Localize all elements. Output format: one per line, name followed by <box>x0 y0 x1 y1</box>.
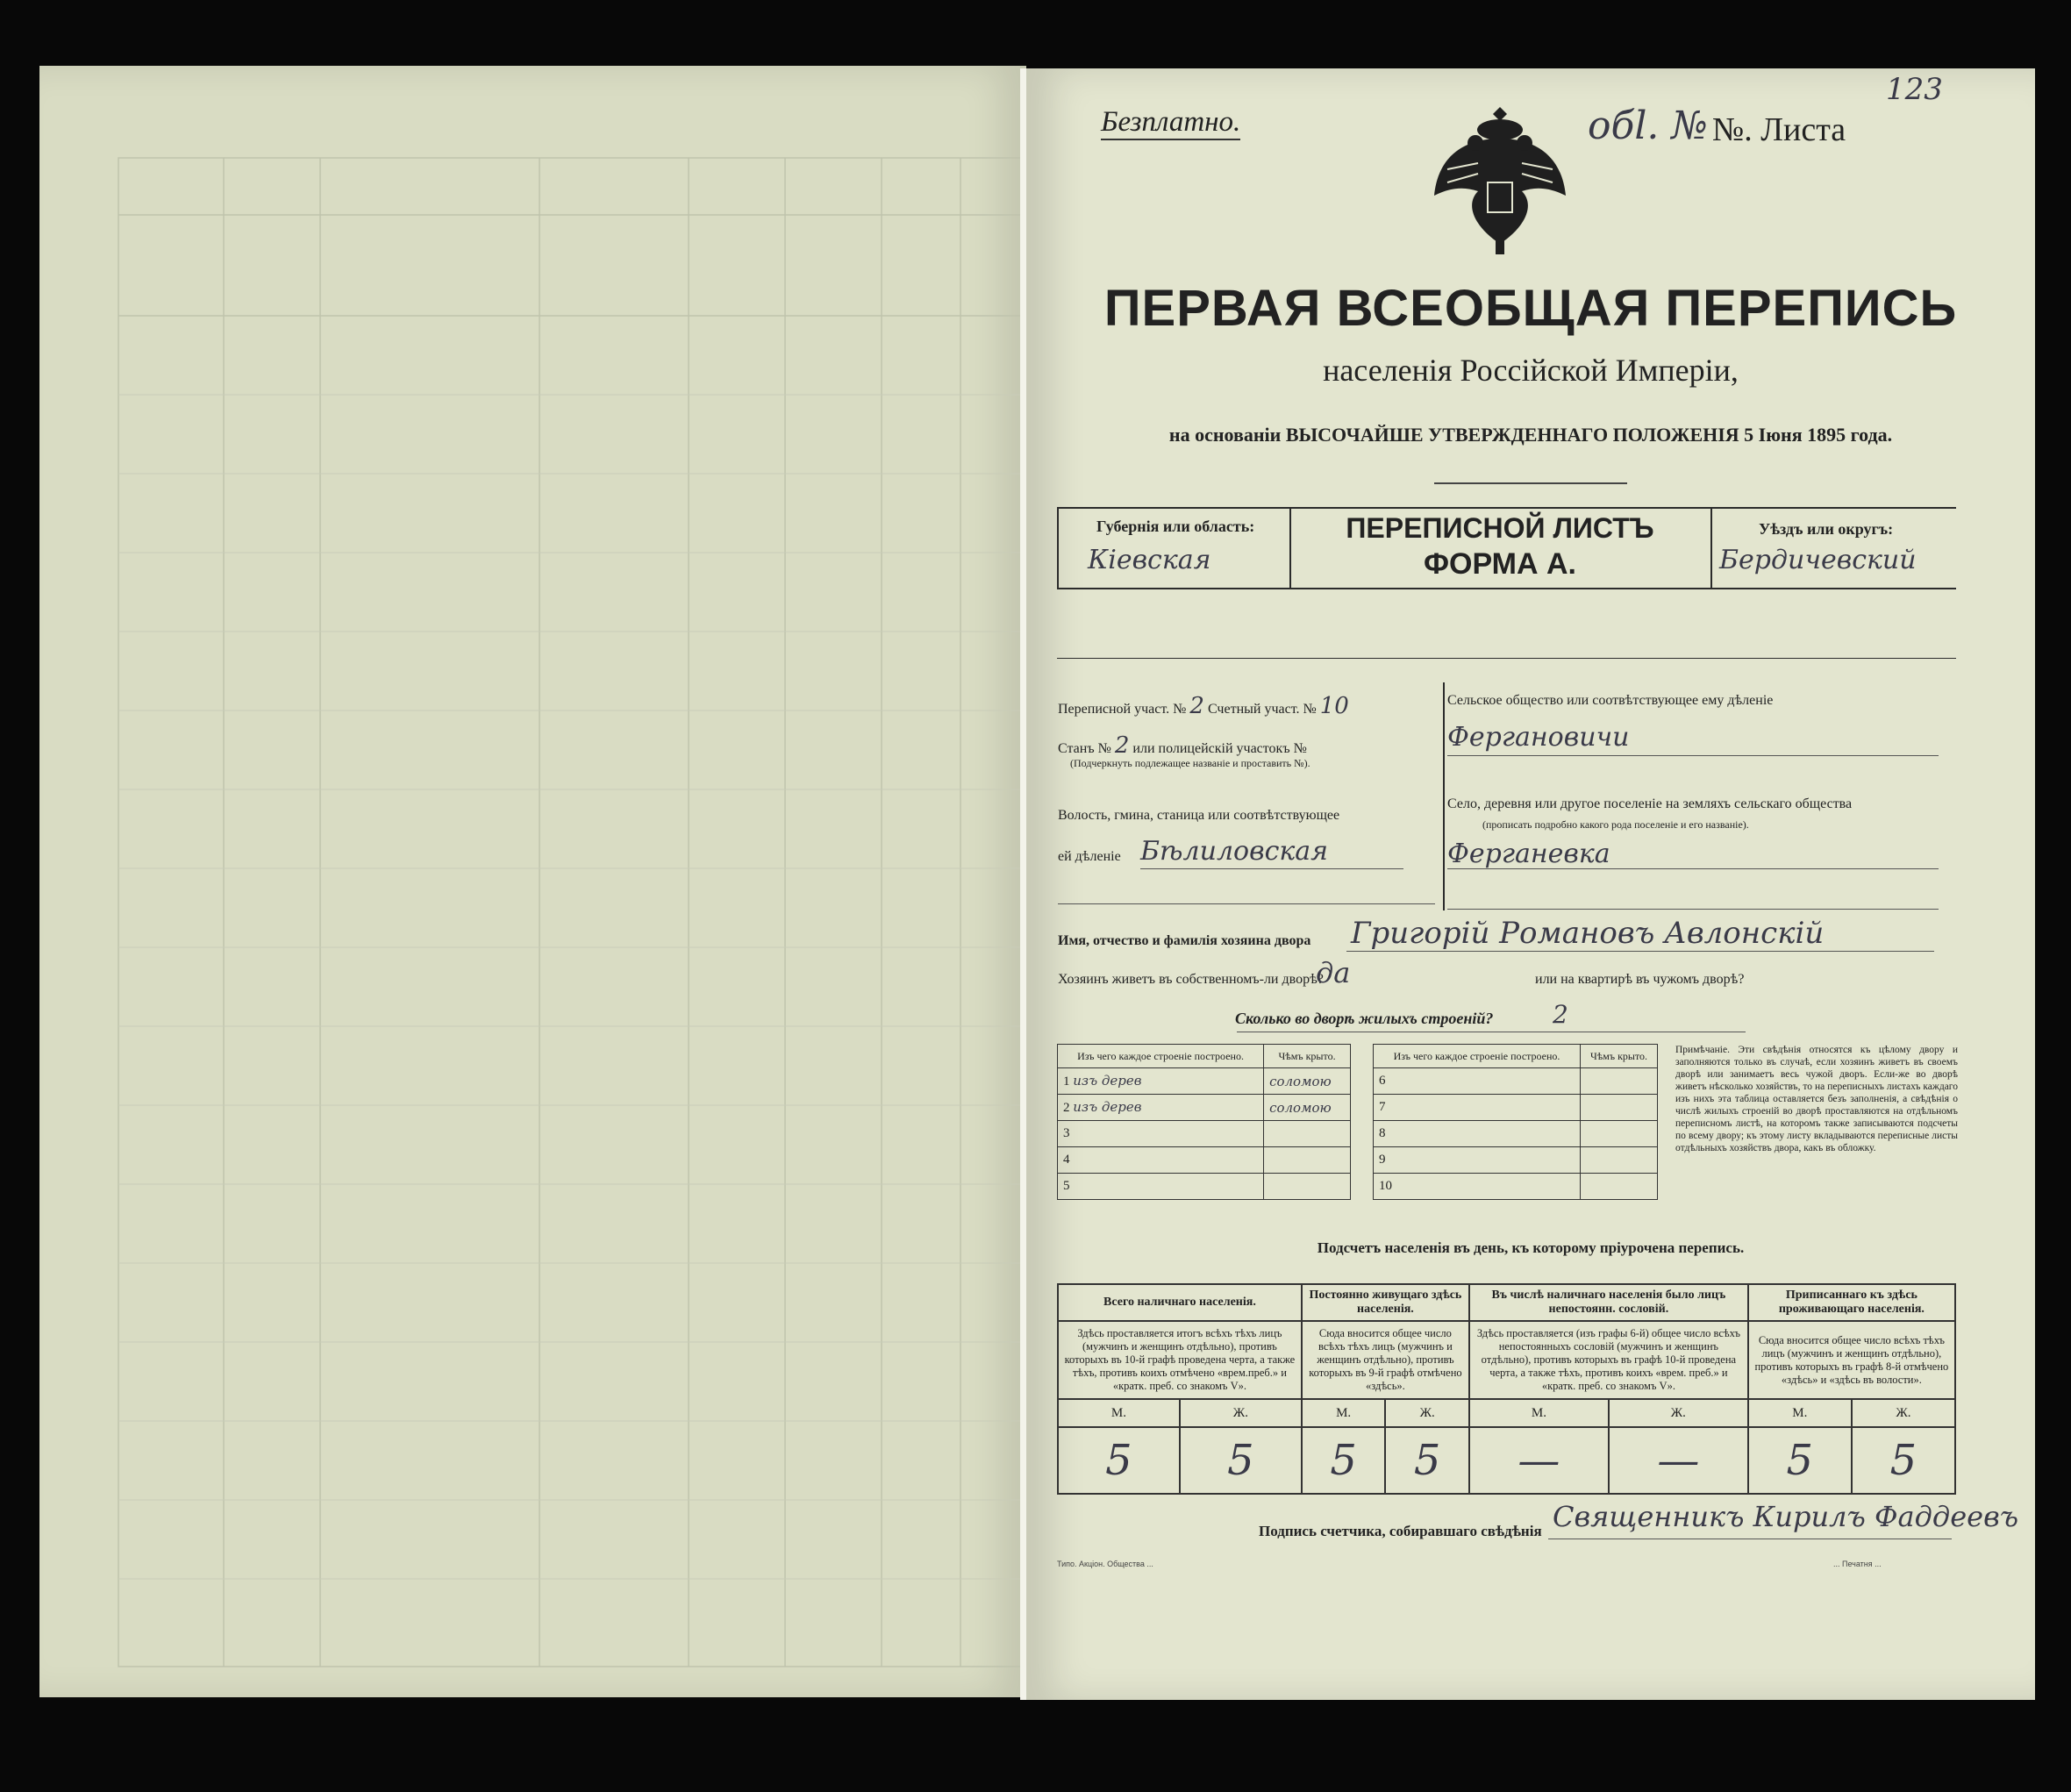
row-number: 10 <box>1374 1174 1581 1200</box>
male-header: М. <box>1302 1399 1386 1427</box>
row-number: 3 <box>1058 1121 1264 1147</box>
buildings-row <box>1058 1095 1351 1121</box>
gubernia-value: Кiевская <box>1088 545 1211 575</box>
col-total-title: Всего наличнаго населенія. <box>1058 1284 1302 1321</box>
form-subtitle: населенія Россійской Имперіи, <box>1323 353 1739 388</box>
female-header: Ж. <box>1609 1399 1748 1427</box>
sheet-title: ПЕРЕПИСНОЙ ЛИСТЪ <box>1346 512 1654 544</box>
female-header: Ж. <box>1852 1399 1955 1427</box>
count-district-value: 10 <box>1319 693 1349 719</box>
count-district-label: Счетный участ. № <box>1207 702 1317 717</box>
stan-note: (Подчеркнуть подлежащее названіе и проставить №). <box>1070 757 1310 769</box>
total-female-value: 5 <box>1180 1427 1302 1494</box>
building-material: изъ дерев <box>1073 1073 1142 1089</box>
col-registered-desc: Сюда вносится общее число всѣхъ тѣхъ лицъ (мужчинъ и женщинъ отдѣльно), противъ которыхъ въ графѣ 8-й отмѣчено «здѣсь» и «здѣсь въ волости». <box>1748 1321 1955 1399</box>
col-nonpermanent-title: Въ числѣ наличнаго населенія было лицъ непостоянн. сословій. <box>1469 1284 1748 1321</box>
buildings-row <box>1058 1068 1351 1095</box>
printer-imprint-right: ... Печатня ... <box>1833 1560 1882 1568</box>
village-note: (прописать подробно какого рода поселеніе и его названіе). <box>1482 818 1749 831</box>
male-header: М. <box>1058 1399 1180 1427</box>
buildings-row <box>1374 1068 1658 1095</box>
sheet-number-label: №. Листа <box>1712 111 1846 148</box>
buildings-row <box>1058 1147 1351 1174</box>
rural-society-underline <box>1447 755 1939 756</box>
building-roof: соломою <box>1264 1095 1351 1121</box>
female-header: Ж. <box>1180 1399 1302 1427</box>
row-number: 4 <box>1058 1147 1264 1174</box>
own-house-label: Хозяинъ живетъ въ собственномъ-ли дворѣ? <box>1058 972 1324 987</box>
rented-label: или на квартирѣ въ чужомъ дворѣ? <box>1535 972 1745 987</box>
buildings-row <box>1374 1147 1658 1174</box>
header-box-left <box>1057 507 1059 588</box>
building-material: изъ дерев <box>1073 1099 1142 1115</box>
owner-underline <box>1346 951 1934 952</box>
registered-male-value: 5 <box>1748 1427 1852 1494</box>
nonpermanent-male-value: — <box>1469 1427 1609 1494</box>
rural-society-label: Сельское общество или соотвѣтствующее ему дѣленіе <box>1447 693 1774 708</box>
volost-value: Бѣлиловская <box>1140 836 1329 867</box>
registered-female-value: 5 <box>1852 1427 1955 1494</box>
population-heading: Подсчетъ населенія въ день, къ которому пріурочена перепись. <box>1317 1239 1745 1256</box>
col-permanent-desc: Сюда вносится общее число всѣхъ тѣхъ лицъ (мужчинъ и женщинъ отдѣльно), противъ которыхъ въ 9-й графѣ отмѣчено «здѣсь». <box>1302 1321 1469 1399</box>
buildings-table-right <box>1373 1044 1658 1200</box>
row-number: 6 <box>1374 1068 1581 1095</box>
buildings-col-roof-header-2: Чѣмъ крыто. <box>1581 1045 1658 1068</box>
fields-top-rule <box>1057 658 1956 659</box>
sheet-number-handwritten: обl. № <box>1588 104 1709 148</box>
row-number: 2 <box>1063 1101 1070 1115</box>
buildings-col-roof-header: Чѣмъ крыто. <box>1264 1045 1351 1068</box>
owner-label: Имя, отчество и фамилія хозяина двора <box>1058 933 1311 948</box>
col-registered-title: Приписаннаго къ здѣсь проживающаго населенія. <box>1748 1284 1955 1321</box>
total-male-value: 5 <box>1058 1427 1180 1494</box>
row-number: 1 <box>1063 1074 1070 1089</box>
female-header: Ж. <box>1385 1399 1469 1427</box>
row-number: 9 <box>1374 1147 1581 1174</box>
buildings-row <box>1374 1174 1658 1200</box>
stan-label: Станъ № <box>1058 741 1111 756</box>
buildings-note: Примѣчаніе. Эти свѣдѣнія относятся къ цѣлому двору и заполняются только въ случаѣ, если хозяинъ живетъ въ своемъ дворѣ или занимаетъ весь чужой дворъ. Если-же во дворѣ живетъ нѣсколько хозяйствъ, то на переписныхъ листахъ каждаго изъ нихъ эта таблица оставляется безъ заполненія, а свѣдѣнія о числѣ жилыхъ строеній во дворѣ проставляются на отдѣльномъ переписномъ листѣ, на которомъ также записываются подсчеты по всему двору; къ этому листу вкладываются переписные листы отдѣльныхъ хозяйствъ двора, какъ въ обложку. <box>1675 1045 1958 1153</box>
buildings-col-material-header: Изъ чего каждое строеніе построено. <box>1058 1045 1264 1068</box>
volost-label-2: ей дѣленіе <box>1058 849 1121 864</box>
census-form-page <box>1026 68 2035 1700</box>
buildings-col-material-header-2: Изъ чего каждое строеніе построено. <box>1374 1045 1581 1068</box>
buildings-row <box>1374 1121 1658 1147</box>
village-label: Село, деревня или другое поселеніе на земляхъ сельскаго общества <box>1447 796 1853 811</box>
uezd-value: Бердичевский <box>1719 545 1917 575</box>
row-number: 5 <box>1058 1174 1264 1200</box>
village-underline <box>1447 868 1939 869</box>
col-total-desc: Здѣсь проставляется итогъ всѣхъ тѣхъ лицъ (мужчинъ и женщинъ отдѣльно), противъ которыхъ въ 10-й графѣ проведена черта, а также тѣхъ, противъ коихъ отмѣчено «врем.преб.» и «кратк. преб. со знакомъ V». <box>1058 1321 1302 1399</box>
permanent-male-value: 5 <box>1302 1427 1386 1494</box>
form-basis-text: на основаніи ВЫСОЧАЙШЕ УТВЕРЖДЕННАГО ПОЛОЖЕНІЯ 5 Іюня 1895 года. <box>1168 424 1893 446</box>
owner-value: Григорій Романовъ Авлонскій <box>1351 916 1825 951</box>
col-permanent-title: Постоянно живущаго здѣсь населенія. <box>1302 1284 1469 1321</box>
own-house-value: да <box>1316 956 1351 989</box>
signature-label: Подпись счетчика, собиравшаго свѣдѣнія <box>1259 1523 1542 1539</box>
male-header: М. <box>1469 1399 1609 1427</box>
row-number: 8 <box>1374 1121 1581 1147</box>
uezd-label: Уѣздъ или округъ: <box>1759 520 1894 538</box>
buildings-row <box>1374 1095 1658 1121</box>
ornament-divider <box>1434 482 1627 484</box>
fields-divider <box>1443 682 1445 910</box>
form-main-title: ПЕРВАЯ ВСЕОБЩАЯ ПЕРЕПИСЬ <box>1103 280 1958 337</box>
village-bottom-line <box>1447 909 1939 910</box>
building-roof: соломою <box>1264 1068 1351 1095</box>
buildings-label: Сколько во дворѣ жилыхъ строеній? <box>1235 1010 1494 1027</box>
buildings-row <box>1058 1174 1351 1200</box>
signature-value: Священникъ Кирилъ Фаддеевъ <box>1553 1500 2019 1533</box>
volost-bottom-line <box>1058 903 1435 904</box>
police-district-label: или полицейскій участокъ № <box>1132 741 1307 756</box>
free-label: Безплатно. <box>1101 105 1240 140</box>
page-number: 123 <box>1886 72 1943 107</box>
header-box-bottom <box>1057 588 1956 589</box>
buildings-table-left <box>1057 1044 1351 1200</box>
imperial-eagle-emblem <box>1430 104 1570 257</box>
volost-underline <box>1140 868 1403 869</box>
permanent-female-value: 5 <box>1385 1427 1469 1494</box>
rural-society-value: Фергановичи <box>1447 722 1630 753</box>
form-name: ФОРМА А. <box>1423 547 1577 581</box>
nonpermanent-female-value: — <box>1609 1427 1748 1494</box>
faint-grid <box>39 66 1026 1697</box>
row-number: 7 <box>1374 1095 1581 1121</box>
gubernia-label: Губернія или область: <box>1096 518 1255 535</box>
col-nonpermanent-desc: Здѣсь проставляется (изъ графы 6-й) общее число всѣхъ непостоянныхъ сословій (мужчинъ и женщинъ отдѣльно), противъ которыхъ въ графѣ 10-й проведена черта, а также тѣхъ, противъ коихъ «врем. преб.» и «кратк. преб. со знакомъ V». <box>1469 1321 1748 1399</box>
header-box-top <box>1057 507 1956 509</box>
census-district-label: Переписной участ. № <box>1058 702 1187 717</box>
population-table <box>1057 1283 1956 1495</box>
male-header: М. <box>1748 1399 1852 1427</box>
printer-imprint-left: Типо. Акціон. Общества ... <box>1057 1560 1153 1568</box>
header-box-divider-2 <box>1710 507 1712 588</box>
buildings-row <box>1058 1121 1351 1147</box>
census-district-value: 2 <box>1189 693 1204 719</box>
buildings-value: 2 <box>1553 1000 1568 1029</box>
volost-label-1: Волость, гмина, станица или соотвѣтствующее <box>1058 808 1340 823</box>
left-page <box>39 66 1026 1697</box>
stan-value: 2 <box>1114 732 1130 759</box>
village-value: Ферганевка <box>1447 839 1610 869</box>
